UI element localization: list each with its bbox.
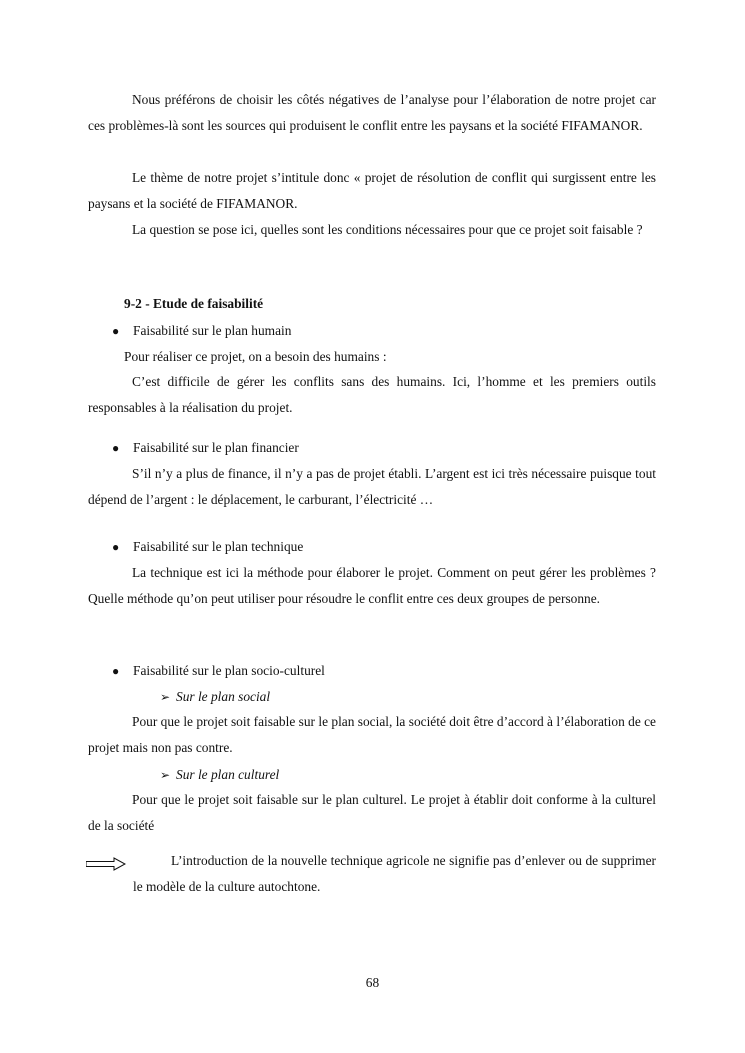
- paragraph-culturel-body: Pour que le projet soit faisable sur le plan culturel. Le projet à établir doit conforme à la culturel de la société: [88, 792, 656, 833]
- bullet-icon: ●: [112, 324, 120, 338]
- page-number: 68: [365, 975, 380, 990]
- bullet-technique: [112, 537, 303, 557]
- subheading-culturel: [160, 765, 279, 785]
- subheading-culturel-label: Sur le plan culturel: [176, 767, 280, 782]
- paragraph-intro: Nous préférons de choisir les côtés négatives de l’analyse pour l’élaboration de notre projet car ces problèmes-là sont les sources qui produisent le conflit entre les paysans et la société FIFAMANOR.: [88, 92, 656, 133]
- chevron-right-icon: ➢: [160, 768, 171, 782]
- paragraph-question: La question se pose ici, quelles sont les conditions nécessaires pour que ce projet soit faisable ?: [132, 222, 643, 237]
- bullet-icon: ●: [112, 441, 120, 455]
- arrow-right-icon: [86, 857, 126, 871]
- bullet-socio: [112, 661, 325, 681]
- paragraph-theme: Le thème de notre projet s’intitule donc « projet de résolution de conflit qui surgissent entre les paysans et la société de FIFAMANOR.: [88, 170, 656, 211]
- paragraph-technique-body: La technique est ici la méthode pour élaborer le projet. Comment on peut gérer les problèmes ? Quelle méthode qu’on peut utiliser pour résoudre le conflit entre ces deux groupes de personne.: [88, 565, 656, 606]
- paragraph-humain-body: C’est difficile de gérer les conflits sans des humains. Ici, l’homme et les premiers outils responsables à la réalisation du projet.: [88, 374, 656, 415]
- chevron-right-icon: ➢: [160, 690, 171, 704]
- subheading-social-label: Sur le plan social: [176, 689, 271, 704]
- bullet-technique-label: Faisabilité sur le plan technique: [133, 539, 304, 554]
- bullet-socio-label: Faisabilité sur le plan socio-culturel: [133, 663, 325, 678]
- bullet-humain: [112, 321, 291, 341]
- paragraph-financier-body: S’il n’y a plus de finance, il n’y a pas de projet établi. L’argent est ici très nécessaire puisque tout dépend de l’argent : le déplacement, le carburant, l’électricité …: [88, 466, 656, 507]
- bullet-financier: [112, 438, 299, 458]
- paragraph-conclusion: L’introduction de la nouvelle technique agricole ne signifie pas d’enlever ou de supprimer le modèle de la culture autochtone.: [133, 853, 656, 894]
- section-heading: 9-2 - Etude de faisabilité: [124, 296, 264, 311]
- bullet-icon: ●: [112, 540, 120, 554]
- bullet-icon: ●: [112, 664, 120, 678]
- bullet-financier-label: Faisabilité sur le plan financier: [133, 440, 299, 455]
- paragraph-social-body: Pour que le projet soit faisable sur le plan social, la société doit être d’accord à l’élaboration de ce projet mais non pas contre.: [88, 714, 656, 755]
- paragraph-humain-lead: Pour réaliser ce projet, on a besoin des humains :: [124, 349, 387, 364]
- subheading-social: [160, 687, 270, 707]
- bullet-humain-label: Faisabilité sur le plan humain: [133, 323, 292, 338]
